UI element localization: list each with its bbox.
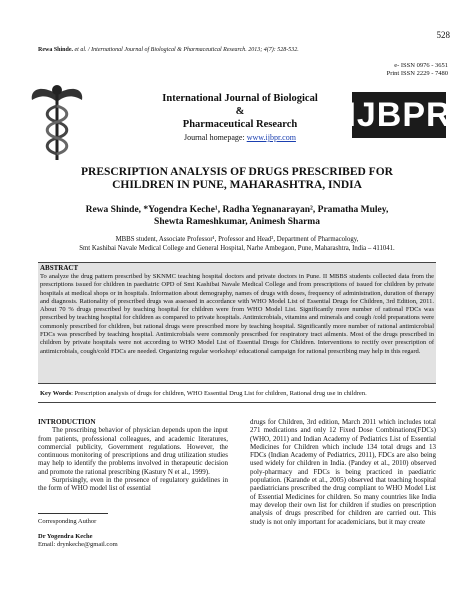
page-number: 528	[436, 30, 450, 40]
left-column	[38, 418, 228, 493]
running-header	[38, 47, 448, 53]
homepage-link[interactable]: www.ijbpr.com	[246, 133, 296, 142]
abstract-heading: ABSTRACT	[40, 264, 79, 272]
authors-line1: Rewa Shinde, *Yogendra Keche¹, Radha Yegnanarayan², Pramatha Muley,	[85, 205, 389, 215]
title-line2: CHILDREN IN PUNE, MAHARASHTRA, INDIA	[112, 179, 362, 191]
corresponding-heading: Corresponding Author	[38, 518, 97, 525]
intro-paragraph-1: The prescribing behavior of physician depends upon the input from patients, professional colleagues, and academic literatures, commercial publicity, Government regulations. However, the continuous monitoring of prescriptions and drug utilization studies may help to identify the problems involved in therapeutic decision and promote the rational prescribing (Kastury N et al., 1999).	[38, 426, 228, 476]
corresponding-divider	[38, 513, 108, 514]
authors-line2: Shewta Rameshkumar, Animesh Sharma	[154, 217, 320, 227]
journal-line2: &	[235, 106, 245, 117]
eissn: e- ISSN 0976 - 3651	[394, 62, 448, 69]
author-list	[40, 204, 434, 228]
corresponding-email: Email: drynkeche@gmail.com	[38, 541, 118, 548]
corresponding-author	[38, 518, 118, 550]
title-line1: PRESCRIPTION ANALYSIS OF DRUGS PRESCRIBED FOR	[81, 166, 393, 178]
running-citation: / International Journal of Biological & Pharmaceutical Research. 2013; 4(7): 528-532.	[86, 47, 299, 53]
keywords-divider	[38, 402, 436, 403]
running-authors: Rewa Shinde.	[38, 47, 74, 53]
journal-line3: Pharmaceutical Research	[182, 119, 298, 130]
keywords	[40, 390, 434, 398]
journal-homepage	[130, 131, 350, 144]
corresponding-name: Dr Yogendra Keche	[38, 532, 93, 540]
caduceus-icon	[28, 80, 86, 164]
intro-paragraph-2: Surprisingly, even in the presence of regulatory guidelines in the form of WHO model list of essential	[38, 476, 228, 493]
journal-title	[130, 92, 350, 144]
print-issn: Print ISSN 2229 - 7480	[386, 70, 448, 77]
introduction-heading: INTRODUCTION	[38, 418, 96, 426]
homepage-label: Journal homepage:	[184, 133, 247, 142]
issn-block	[387, 62, 448, 78]
journal-line1: International Journal of Biological	[162, 93, 318, 104]
article-title	[40, 166, 434, 192]
affiliation	[40, 235, 434, 253]
affil-line2: Smt Kashibai Navale Medical College and General Hospital, Narhe Ambegaon, Pune, Maharashtra, India – 411041.	[79, 245, 395, 252]
affil-line1: MBBS student, Associate Professor¹, Professor and Head², Department of Pharmacology,	[115, 236, 359, 243]
right-column: drugs for Children, 3rd edition, March 2011 which includes total 271 medications and only 12 Fixed Dose Combinations(FDCs) (WHO, 2011) and Indian Academy of Pediatrics List of Essential Medicines for Children which include 134 total drugs and 13 FDCs (Indian Academy of Pediatrics, 2011), FDCs are also being used widely for children in India. (Pandey et al., 2010) observed poly-pharmacy and FDCs is being practiced in paediatric population. (Karande et al., 2005) observed that teaching hospital paediatricians prescribed the drug compliant to WHO Model List of Essential Medicines for children. So many countries like India may develop their own list for children if studies on prescription analysis of drugs prescribed for children are carried out. This study is not only important for academicians, but it may create	[250, 418, 436, 526]
abstract-body: To analyze the drug pattern prescribed by SKNMC teaching hospital doctors and private doctors in Pune. II MBBS students collected data from the prescriptions issued for children in paediatric OPD of Smt Kashibai Navale Medical College and from prescriptions of issued for children by private hospitals at medical shops or in hospitals. Information about demography, names of drugs with doses, frequency of administration, duration of therapy and diagnosis. Rationality of prescribed drugs was assessed in accordance with WHO Model List of Essential Drugs for Children, 3rd Edition, 2011. About 70 % drugs prescribed by teaching hospital for children were from WHO Model List. Significantly more number of rational FDCs was prescribed by teaching hospital for children as compared to private hospitals. Antimicrobials, vitamins and minerals and cough /cold preparations were commonly prescribed for children, but rational drugs were prescribed more by teaching hospital. Significantly more number of rational antimicrobial FDCs was prescribed by teaching hospital. Antimicrobials were commonly prescribed for respiratory tract ailments. Most of the drugs prescribed in children by private hospitals were not according to WHO Model List of Essential Drugs for Children. Interventions to rectify over prescription of antimicrobials, cough/cold FDCs are needed. Organizing regular workshop/ educational campaign for rational prescribing may help in this regard.	[40, 273, 434, 355]
keywords-label: Key Words	[40, 390, 72, 397]
running-etal: et al.	[73, 47, 87, 53]
keywords-text: : Prescription analysis of drugs for children, WHO Essential Drug List for children, Rational drug use in children.	[71, 390, 367, 397]
journal-logo: IJBPR	[352, 92, 446, 138]
